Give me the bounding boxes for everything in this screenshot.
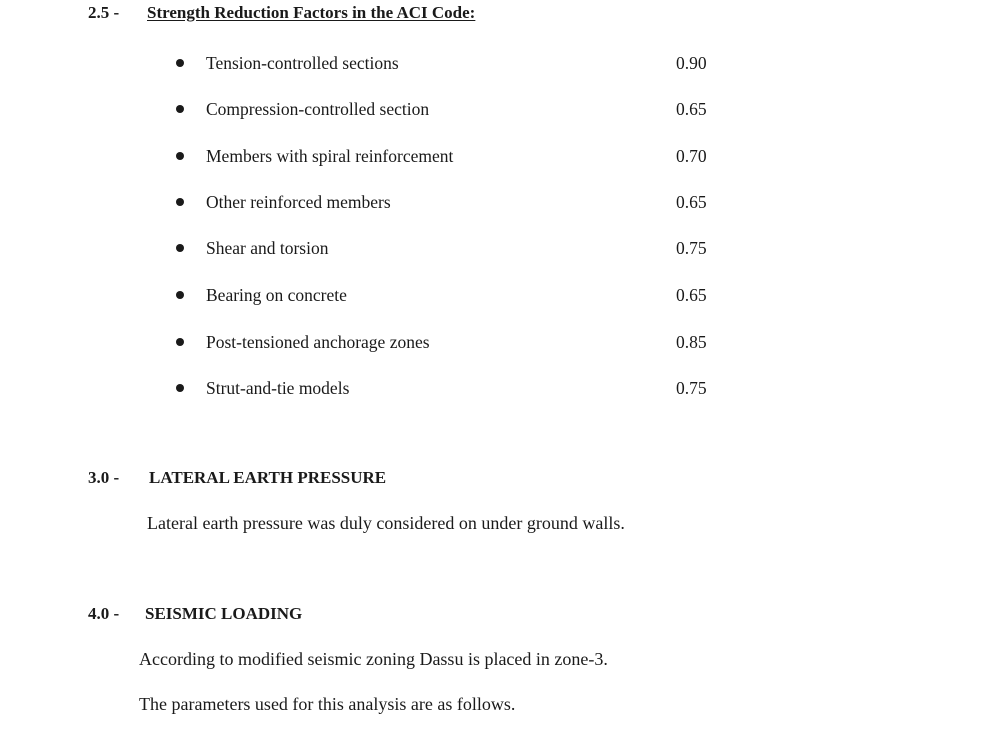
bullet-icon	[176, 384, 184, 392]
section-4-0-paragraph-2: The parameters used for this analysis are as follows.	[139, 694, 516, 714]
section-3-0-number: 3.0 -	[88, 468, 120, 487]
factor-value: 0.65	[676, 285, 707, 305]
section-2-5-title: Strength Reduction Factors in the ACI Code:	[147, 3, 476, 22]
bullet-icon	[176, 152, 184, 160]
factor-item	[0, 331, 1000, 353]
factor-label: Compression-controlled section	[206, 99, 430, 119]
factor-value: 0.70	[676, 146, 707, 166]
factor-value: 0.85	[676, 332, 707, 352]
bullet-icon	[176, 59, 184, 67]
factor-item	[0, 377, 1000, 399]
factor-label: Members with spiral reinforcement	[206, 146, 454, 166]
bullet-icon	[176, 291, 184, 299]
factor-item	[0, 237, 1000, 259]
factor-item	[0, 52, 1000, 74]
section-4-0-paragraph-1: According to modified seismic zoning Dassu is placed in zone-3.	[139, 649, 608, 669]
factor-label: Tension-controlled sections	[206, 53, 399, 73]
factor-label: Strut-and-tie models	[206, 378, 350, 398]
factor-value: 0.90	[676, 53, 707, 73]
bullet-icon	[176, 198, 184, 206]
factor-label: Post-tensioned anchorage zones	[206, 332, 430, 352]
section-4-0-title: SEISMIC LOADING	[145, 604, 303, 623]
factor-item	[0, 98, 1000, 120]
factor-item	[0, 145, 1000, 167]
factor-item	[0, 191, 1000, 213]
section-2-5-number: 2.5 -	[88, 3, 120, 22]
bullet-icon	[176, 105, 184, 113]
factor-label: Shear and torsion	[206, 238, 329, 258]
factor-value: 0.75	[676, 238, 707, 258]
factor-label: Other reinforced members	[206, 192, 391, 212]
section-3-0-paragraph: Lateral earth pressure was duly considered on under ground walls.	[147, 513, 625, 533]
bullet-icon	[176, 244, 184, 252]
factor-value: 0.75	[676, 378, 707, 398]
factor-item	[0, 284, 1000, 306]
factor-label: Bearing on concrete	[206, 285, 347, 305]
section-4-0-number: 4.0 -	[88, 604, 120, 623]
section-3-0-title: LATERAL EARTH PRESSURE	[149, 468, 387, 487]
bullet-icon	[176, 338, 184, 346]
factor-value: 0.65	[676, 192, 707, 212]
factor-value: 0.65	[676, 99, 707, 119]
